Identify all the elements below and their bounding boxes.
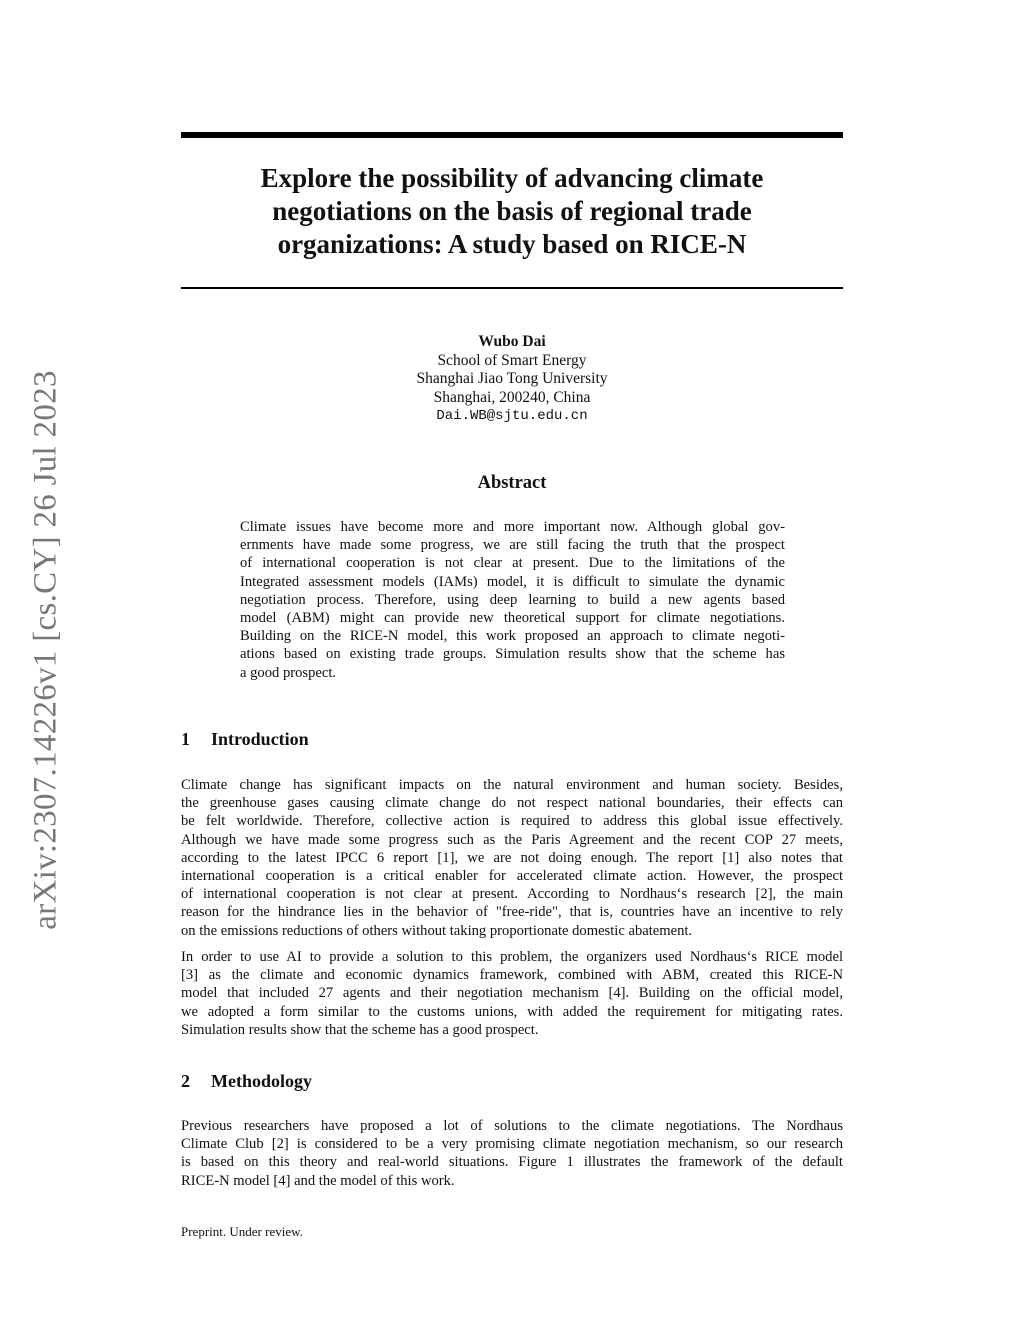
- paragraph-line: Climate Club [2] is considered to be a very promising climate negotiation mechanism, so our research: [181, 1136, 843, 1153]
- paper-title: [181, 162, 843, 261]
- paragraph-line: Climate change has significant impacts on the natural environment and human society. Besides,: [181, 777, 843, 793]
- abstract-line: Climate issues have become more and more important now. Although global gov-: [240, 519, 785, 535]
- author-department: School of Smart Energy: [437, 351, 587, 369]
- abstract-line: of international cooperation is not clear at present. Due to the limitations of the: [240, 555, 785, 572]
- author-name: Wubo Dai: [478, 333, 546, 350]
- title-line: Explore the possibility of advancing climate: [260, 163, 764, 193]
- section-title: Introduction: [211, 729, 309, 749]
- paragraph-line: Simulation results show that the scheme has a good prospect.: [181, 1021, 539, 1038]
- paragraph-line: reason for the hindrance lies in the behavior of "free-ride", that is, countries have an incentive to rely: [181, 904, 843, 921]
- paragraph-line: the greenhouse gases causing climate change do not respect national boundaries, their effects can: [181, 795, 843, 812]
- title-line: organizations: A study based on RICE-N: [277, 229, 747, 259]
- title-top-rule: [181, 132, 843, 138]
- paragraph-line: according to the latest IPCC 6 report [1], we are not doing enough. The report [1] also notes that: [181, 849, 843, 866]
- intro-paragraph-1: [181, 776, 843, 940]
- abstract-line: Integrated assessment models (IAMs) model, it is difficult to simulate the dynamic: [240, 573, 785, 590]
- paragraph-line: Previous researchers have proposed a lot of solutions to the climate negotiations. The Nordhaus: [181, 1118, 843, 1134]
- paragraph-line: [3] as the climate and economic dynamics framework, combined with ABM, created this RICE-N: [181, 967, 843, 984]
- author-address: Shanghai, 200240, China: [433, 388, 591, 406]
- section-heading-methodology: [181, 1071, 312, 1092]
- paragraph-line: In order to use AI to provide a solution to this problem, the organizers used Nordhaus‘s RICE model: [181, 949, 843, 965]
- section-title: Methodology: [211, 1071, 312, 1091]
- paragraph-line: of international cooperation is not clear at present. According to Nordhaus‘s research [2], the main: [181, 886, 843, 903]
- paragraph-line: we adopted a form similar to the customs unions, with added the requirement for mitigating rates.: [181, 1003, 843, 1020]
- title-bottom-rule: [181, 287, 843, 289]
- abstract-line: negotiation process. Therefore, using deep learning to build a new agents based: [240, 591, 785, 608]
- arxiv-identifier-stamp: arXiv:2307.14226v1 [cs.CY] 26 Jul 2023: [27, 370, 64, 930]
- abstract-line: Building on the RICE-N model, this work proposed an approach to climate negoti-: [240, 628, 785, 645]
- paragraph-line: international cooperation is a critical enabler for accelerated climate action. However, the prospect: [181, 868, 843, 885]
- author-university: Shanghai Jiao Tong University: [416, 370, 608, 387]
- section-number: 2: [181, 1071, 190, 1091]
- author-email: Dai.WB@sjtu.edu.cn: [436, 408, 588, 424]
- abstract-line: model (ABM) might can provide new theoretical support for climate negotiations.: [240, 610, 785, 627]
- abstract-body: [240, 518, 785, 682]
- abstract-line: ations based on existing trade groups. Simulation results show that the scheme has: [240, 646, 785, 663]
- paragraph-line: on the emissions reductions of others without taking proportionate domestic abatement.: [181, 922, 693, 939]
- paragraph-line: is based on this theory and real-world situations. Figure 1 illustrates the framework of the default: [181, 1154, 843, 1171]
- section-heading-introduction: [181, 729, 309, 750]
- abstract-line: ernments have made some progress, we are still facing the truth that the prospect: [240, 537, 785, 554]
- author-block: [181, 333, 843, 426]
- title-line: negotiations on the basis of regional trade: [272, 196, 752, 226]
- methodology-paragraph-1: [181, 1117, 843, 1190]
- paragraph-line: model that included 27 agents and their negotiation mechanism [4]. Building on the official model,: [181, 985, 843, 1002]
- paragraph-line: be felt worldwide. Therefore, collective action is required to address this global issue effectively.: [181, 813, 843, 830]
- paragraph-line: Although we have made some progress such as the Paris Agreement and the recent COP 27 meets,: [181, 831, 843, 848]
- paragraph-line: RICE-N model [4] and the model of this work.: [181, 1172, 455, 1189]
- intro-paragraph-2: [181, 948, 843, 1039]
- section-number: 1: [181, 729, 190, 749]
- abstract-line: a good prospect.: [240, 664, 337, 681]
- abstract-heading: Abstract: [477, 473, 547, 493]
- preprint-footer: Preprint. Under review.: [181, 1224, 303, 1239]
